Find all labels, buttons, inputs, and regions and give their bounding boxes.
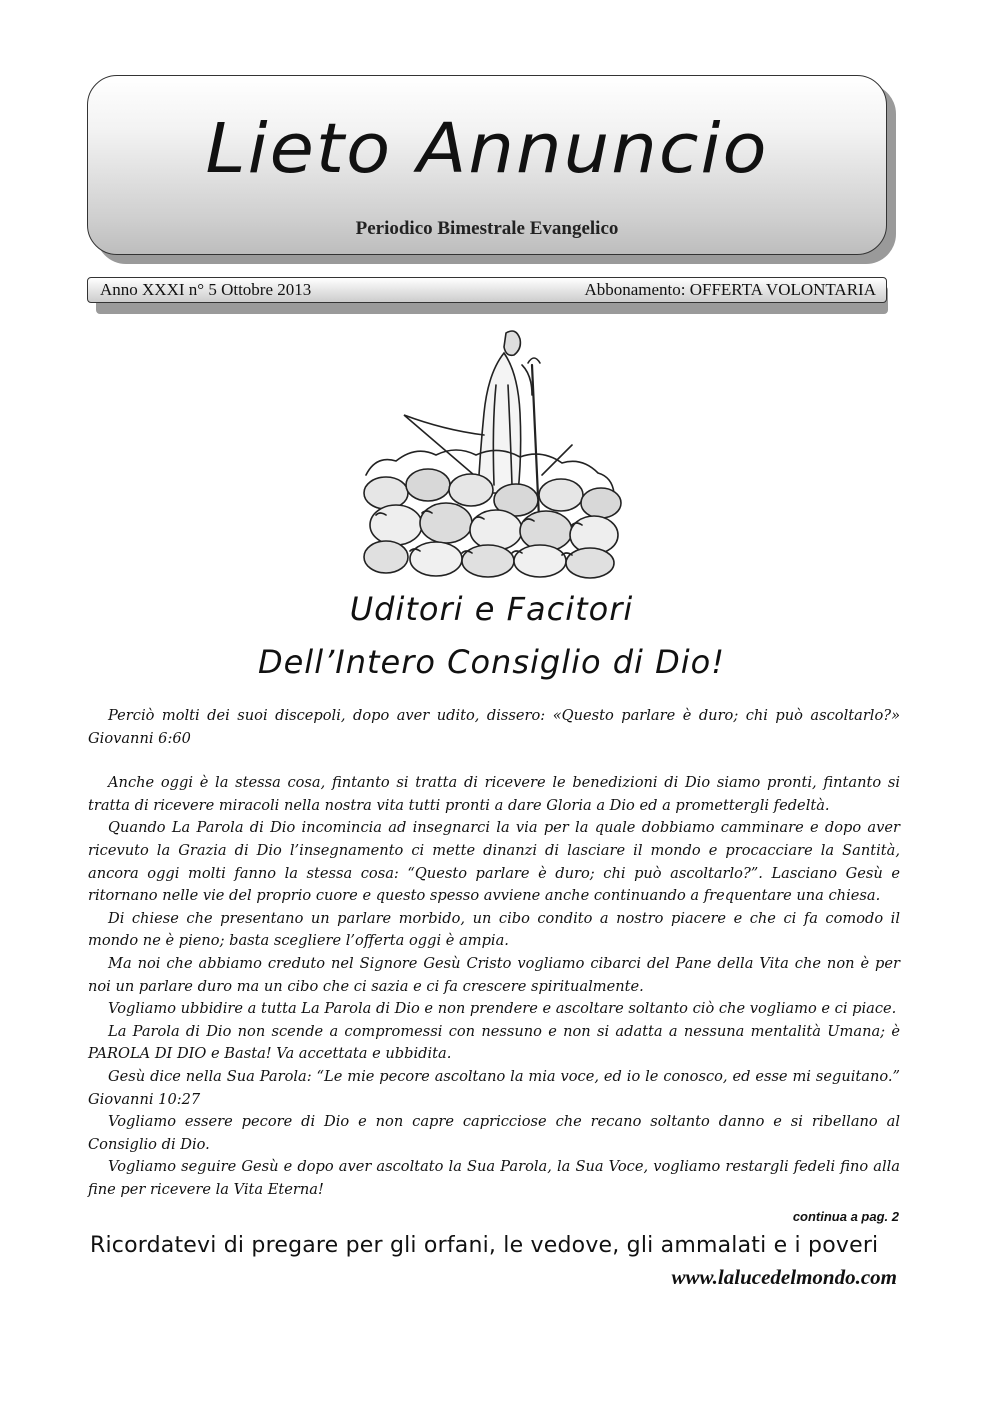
issue-info-bar — [87, 277, 887, 303]
newsletter-subtitle: Periodico Bimestrale Evangelico — [355, 218, 619, 239]
headline-line-1: Uditori e Facitori — [349, 590, 634, 628]
headline-line-2: Dell’Intero Consiglio di Dio! — [257, 643, 726, 681]
article-paragraph: Gesù dice nella Sua Parola: “Le mie pecore ascoltano la mia voce, ed io le conosco, ed esse mi seguitano.” Giovanni 10:27 — [88, 1067, 900, 1108]
masthead — [87, 75, 887, 255]
article-paragraph: Perciò molti dei suoi discepoli, dopo aver udito, dissero: «Questo parlare è duro; chi può ascoltarlo?» Giovanni 6:60 — [88, 707, 900, 747]
website-link[interactable]: www.lalucedelmondo.com — [671, 1265, 897, 1289]
subscription-info: Abbonamento: OFFERTA VOLONTARIA — [584, 280, 876, 299]
article-paragraph: La Parola di Dio non scende a compromessi con nessuno e non si adatta a nessuna mentalità Umana; è PAROLA DI DIO e Basta! Va accettata e ubbidita. — [88, 1022, 900, 1063]
article-paragraph: Vogliamo seguire Gesù e dopo aver ascoltato la Sua Parola, la Sua Voce, vogliamo restargli fedeli fino alla fine per ricevere la Vita Eterna! — [88, 1158, 900, 1198]
shepherd-with-flock-icon — [356, 325, 626, 580]
article-paragraph: Quando La Parola di Dio incomincia ad insegnarci la via per la quale dobbiamo camminare e dopo aver ricevuto la Grazia di Dio l’insegnamento ci mette dinanzi di lasciare il mondo e procacciare la Santità, ancora oggi molti fanno la stessa cosa: “Questo parlare è duro; chi può ascoltarlo?”. Lasciano Gesù e ritornano nelle vie del proprio cuore e questo spesso avviene anche continuando a frequentare una chiesa. — [88, 819, 900, 905]
article-paragraph: Vogliamo ubbidire a tutta La Parola di Dio e non prendere e ascoltare soltanto ciò che vogliamo e ci piace. — [108, 1000, 897, 1018]
article-paragraph: Di chiese che presentano un parlare morbido, un cibo condito a nostro piacere e che ci fa comodo il mondo ne è pieno; basta scegliere l’offerta oggi è ampia. — [88, 909, 900, 950]
article-paragraph: Anche oggi è la stessa cosa, fintanto si tratta di ricevere le benedizioni di Dio siamo pronti, fintanto si tratta di ricevere miracoli nella nostra vita tutti pronti a dare Gloria a Dio ed a promettergli fedeltà. — [88, 774, 900, 814]
newsletter-title: Lieto Annuncio — [205, 108, 769, 188]
prayer-reminder: Ricordatevi di pregare per gli orfani, le vedove, gli ammalati e i poveri — [90, 1233, 879, 1258]
article-paragraph: Ma noi che abbiamo creduto nel Signore Gesù Cristo vogliamo cibarci del Pane della Vita che non è per noi un parlare duro ma un cibo che ci sazia e ci fa crescere spiritualmente. — [88, 954, 900, 995]
article-body — [88, 705, 900, 1201]
issue-number: Anno XXXI n° 5 Ottobre 2013 — [100, 280, 312, 299]
continued-note: continua a pag. 2 — [792, 1209, 899, 1224]
article-paragraph: Vogliamo essere pecore di Dio e non capre capricciose che recano soltanto danno e si ribellano al Consiglio di Dio. — [88, 1113, 900, 1153]
